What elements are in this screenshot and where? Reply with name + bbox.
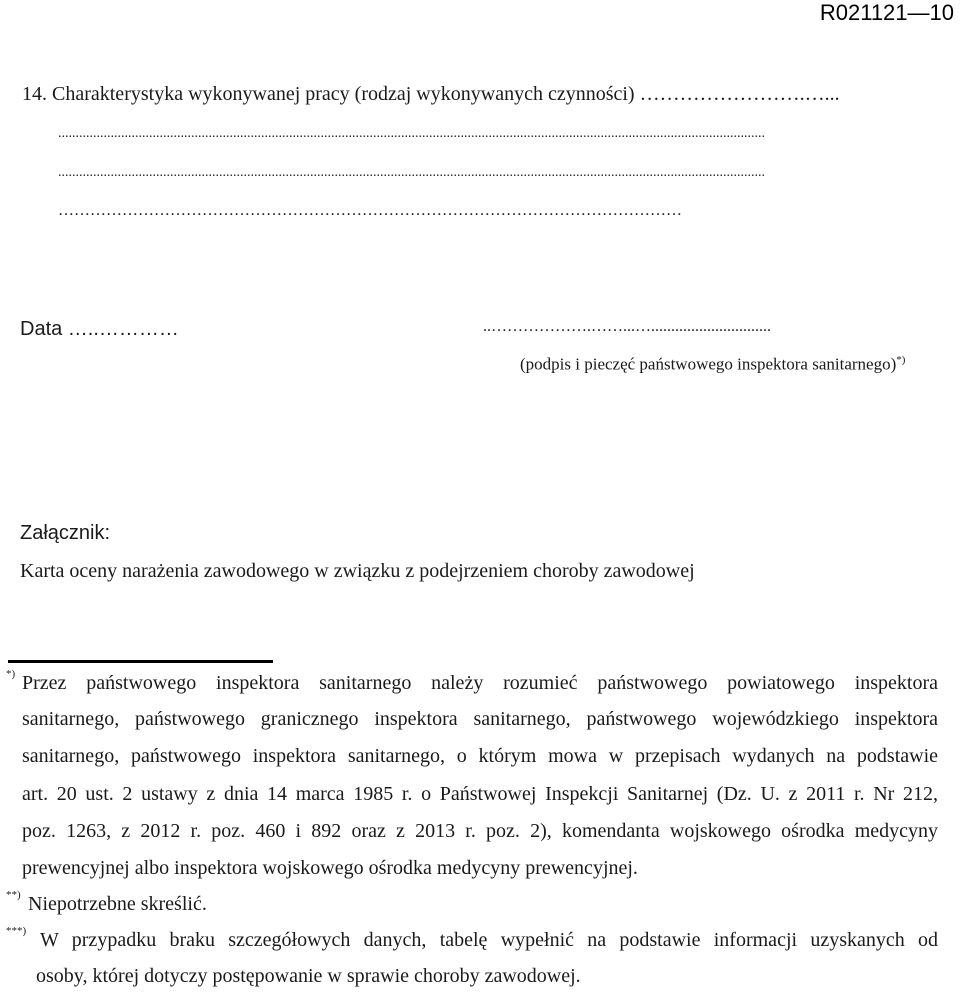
- footnote-divider: [8, 660, 273, 663]
- footnote-1-line: prewencyjnej albo inspektora wojskowego ośrodka medycyny prewencyjnej.: [22, 857, 638, 879]
- date-label: Data …..…………: [20, 318, 179, 340]
- footnote-1-line: art. 20 ust. 2 ustawy z dnia 14 marca 1985 r. o Państwowej Inspekcji Sanitarnej (Dz. U. z 2011 r. Nr 212,: [22, 783, 938, 805]
- footnote-3-line: osoby, której dotyczy postępowanie w sprawie choroby zawodowej.: [36, 965, 581, 987]
- section-14-label: 14. Charakterystyka wykonywanej pracy (rodzaj wykonywanych czynności) …………………….…...: [22, 83, 840, 105]
- footnote-2-text: Niepotrzebne skreślić.: [28, 893, 207, 915]
- footnote-mark: *): [896, 354, 906, 366]
- signature-caption-text: (podpis i pieczęć państwowego inspektora sanitarnego): [520, 354, 897, 374]
- footnote-1-mark: *): [6, 668, 16, 680]
- document-code: R021121—10: [819, 0, 954, 25]
- attachment-text: Karta oceny narażenia zawodowego w związku z podejrzeniem choroby zawodowej: [20, 560, 695, 582]
- fill-in-dot-line: ..........................................................................................................................................................................................................: [58, 126, 765, 141]
- fill-in-dot-line: ..........................................................................................................................................................................................................: [58, 165, 765, 180]
- signature-dot-line: ..……………….……...…..............................: [483, 318, 771, 335]
- fill-in-dot-line: ………………………………………………………………………………………………………: [58, 203, 682, 219]
- footnote-3-mark: ***): [6, 925, 27, 937]
- footnote-1-line: sanitarnego, państwowego granicznego inspektora sanitarnego, państwowego wojewódzkiego inspektora: [22, 708, 938, 730]
- footnote-1-line: Przez państwowego inspektora sanitarnego należy rozumieć państwowego powiatowego inspektora: [22, 672, 938, 694]
- footnote-1-line: sanitarnego, państwowego inspektora sanitarnego, o którym mowa w przepisach wydanych na podstawie: [22, 745, 938, 767]
- footnote-2-mark: **): [6, 889, 21, 901]
- signature-caption: [520, 354, 905, 375]
- attachment-label: Załącznik:: [20, 522, 111, 544]
- footnote-3-line: W przypadku braku szczegółowych danych, tabelę wypełnić na podstawie informacji uzyskanych od: [40, 929, 938, 951]
- footnote-1-line: poz. 1263, z 2012 r. poz. 460 i 892 oraz z 2013 r. poz. 2), komendanta wojskowego ośrodka medycyny: [22, 820, 938, 842]
